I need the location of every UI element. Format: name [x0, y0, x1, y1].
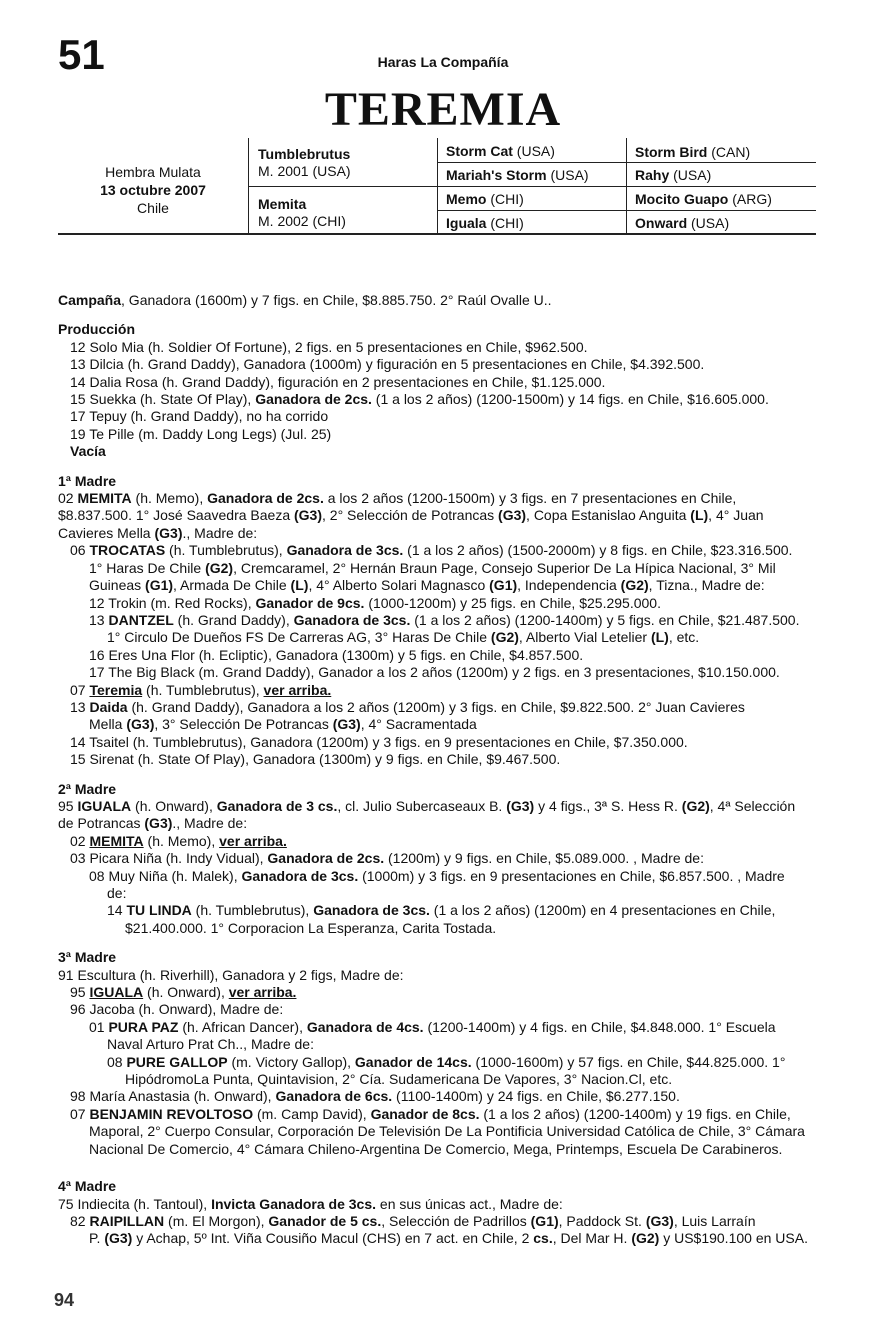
- great-grand-sire-1: [635, 144, 750, 161]
- txt: (m. Camp David),: [253, 1105, 371, 1122]
- pedigree-table: [58, 138, 816, 234]
- txt: (1 a los 2 años) (1500-2000m) y 8 figs. en Chile, $23.316.500.: [403, 542, 793, 559]
- sire-dam-country: (USA): [546, 167, 589, 183]
- campaign-line: [58, 292, 828, 309]
- txt: 82: [70, 1212, 90, 1229]
- txt: ver arriba.: [219, 832, 287, 849]
- txt: Invicta Ganadora de 3cs.: [211, 1195, 377, 1212]
- great-grand-sire-3: [635, 191, 772, 208]
- txt: , 3° Selección De Potrancas: [154, 716, 333, 733]
- txt: P.: [89, 1230, 105, 1247]
- txt: ., Madre de:: [172, 815, 248, 832]
- txt: MEMITA: [89, 832, 144, 849]
- dam1-line: [58, 682, 828, 699]
- dam1-line: 15 Sirenat (h. State Of Play), Ganadora (1300m) y 9 figs. en Chile, $9.467.500.: [70, 751, 561, 768]
- pedigree-divider: [248, 186, 816, 187]
- txt: (G1): [530, 1212, 559, 1229]
- campaign-label: Campaña: [58, 292, 122, 308]
- txt: 75 Indiecita (h. Tantoul),: [58, 1195, 212, 1212]
- txt: , cl. Julio Subercaseaux B.: [337, 797, 507, 814]
- txt: (1100-1400m) y 24 figs. en Chile, $6.277.150.: [392, 1088, 680, 1105]
- subject-foaled: 13 octubre 2007: [100, 182, 206, 198]
- txt: (G3): [332, 716, 361, 733]
- txt: (G3): [154, 524, 183, 541]
- subject-info: [58, 163, 248, 217]
- txt: (h. African Dancer),: [178, 1018, 307, 1035]
- dam1-line: 16 Eres Una Flor (h. Ecliptic), Ganadora (1300m) y 5 figs. en Chile, $4.857.500.: [89, 646, 584, 663]
- txt: (L): [690, 507, 709, 524]
- dam3-line: [58, 1054, 828, 1071]
- dam-sire: [446, 191, 524, 208]
- txt: 08: [107, 1053, 127, 1070]
- dam1-line: [58, 507, 828, 524]
- dam-dam-country: (CHI): [486, 215, 524, 231]
- txt: 06: [70, 542, 90, 559]
- dam3-line: Nacional De Comercio, 4° Cámara Chileno-Argentina De Comercio, Mega, Printemps, Escuela De Carabineros.: [89, 1140, 783, 1157]
- txt: y Achap, 5º Int. Viña Cousiño Macul (CHS) en 7 act. en Chile, 2: [132, 1230, 534, 1247]
- dam2-line: [58, 833, 828, 850]
- txt: Mella: [89, 716, 127, 733]
- txt: , 4° Juan: [708, 507, 764, 524]
- dam1-line: [58, 699, 828, 716]
- txt: (1 a los 2 años) (1200-1400m) y 19 figs. en Chile,: [479, 1105, 791, 1122]
- dam: [258, 196, 346, 230]
- txt: , Selección de Padrillos: [381, 1212, 531, 1229]
- txt: BENJAMIN REVOLTOSO: [89, 1105, 254, 1122]
- txt: (G3): [144, 815, 173, 832]
- subject-country: Chile: [137, 200, 169, 216]
- txt: 1° Haras De Chile: [89, 559, 206, 576]
- g4-country: (USA): [687, 215, 730, 231]
- txt: , Cremcaramel, 2° Hernán Braun Page, Consejo Superior De La Hípica Nacional, 3° Mil: [233, 559, 776, 576]
- g3-country: (ARG): [728, 191, 772, 207]
- dam2-line: [58, 868, 828, 885]
- subject-description: Hembra Mulata: [105, 164, 201, 180]
- txt: (G2): [205, 559, 234, 576]
- txt: 15 Suekka (h. State Of Play),: [70, 391, 256, 408]
- dam3-title: 3ª Madre: [58, 949, 117, 966]
- txt: , 4° Alberto Solari Magnasco: [308, 577, 490, 594]
- dam1-line: [58, 577, 828, 594]
- txt: (1 a los 2 años) (1200-1500m) y 14 figs. en Chile, $16.605.000.: [371, 391, 769, 408]
- txt: (h. Tumblebrutus),: [165, 542, 287, 559]
- sire-dam: [446, 167, 589, 184]
- txt: (G3): [104, 1230, 133, 1247]
- dam1-title: 1ª Madre: [58, 472, 117, 489]
- txt: Ganadora de 4cs.: [306, 1018, 424, 1035]
- dam2-line: [58, 850, 828, 867]
- txt: y 4 figs., 3ª S. Hess R.: [534, 797, 682, 814]
- txt: 08 Muy Niña (h. Malek),: [89, 867, 242, 884]
- dam3-line: [58, 1106, 828, 1123]
- txt: 95: [70, 984, 90, 1001]
- txt: Ganadora de 3 cs.: [216, 797, 338, 814]
- production-title: Producción: [58, 321, 136, 338]
- txt: 02: [58, 490, 78, 507]
- txt: , Armada De Chile: [173, 577, 291, 594]
- dam3-line: [58, 1019, 828, 1036]
- txt: 13: [70, 698, 90, 715]
- txt: Ganadora de 3cs.: [286, 542, 404, 559]
- breeder-name: Haras La Compañía: [377, 54, 509, 70]
- txt: (1000-1200m) y 25 figs. en Chile, $25.295.000.: [364, 594, 661, 611]
- dam1-line: [58, 612, 828, 629]
- txt: (G1): [489, 577, 518, 594]
- dam-sire-country: (CHI): [486, 191, 524, 207]
- campaign-text: , Ganadora (1600m) y 7 figs. en Chile, $8.885.750. 2° Raúl Ovalle U..: [121, 292, 552, 308]
- txt: Ganadora de 6cs.: [275, 1088, 393, 1105]
- sire-sire-country: (USA): [512, 143, 555, 159]
- txt: Ganador de 5 cs.: [268, 1212, 382, 1229]
- g2-name: Rahy: [635, 167, 670, 183]
- dam4-line: [58, 1230, 828, 1247]
- txt: (m. Victory Gallop),: [227, 1053, 355, 1070]
- dam1-line: [58, 490, 828, 507]
- txt: 12 Trokin (m. Red Rocks),: [89, 594, 256, 611]
- dam2-line: [58, 902, 828, 919]
- g3-name: Mocito Guapo: [635, 191, 729, 207]
- dam1-line: [58, 716, 828, 733]
- txt: PURA PAZ: [108, 1018, 179, 1035]
- txt: (1000m) y 3 figs. en 9 presentaciones en Chile, $6.857.500. , Madre: [358, 867, 785, 884]
- dam-sire-name: Memo: [446, 191, 487, 207]
- txt: , Luis Larraín: [673, 1212, 756, 1229]
- dam3-line: [58, 984, 828, 1001]
- txt: 02: [70, 832, 90, 849]
- g4-name: Onward: [635, 215, 688, 231]
- txt: 01: [89, 1018, 109, 1035]
- txt: (G3): [294, 507, 322, 524]
- txt: (h. Grand Daddy),: [173, 611, 294, 628]
- txt: , Independencia: [517, 577, 621, 594]
- dam-name: Memita: [258, 196, 307, 212]
- txt: (1 a los 2 años) (1200-1400m) y 5 figs. en Chile, $21.487.500.: [410, 611, 800, 628]
- txt: , Tizna., Madre de:: [648, 577, 765, 594]
- sire-info: M. 2001 (USA): [258, 163, 351, 179]
- txt: Teremia: [89, 681, 143, 698]
- dam1-line: [58, 542, 828, 559]
- txt: ver arriba.: [228, 984, 297, 1001]
- pedigree-divider: [437, 210, 816, 211]
- txt: (G3): [498, 507, 527, 524]
- sire-sire-name: Storm Cat: [446, 143, 513, 159]
- sire: [258, 146, 351, 180]
- dam2-line: $21.400.000. 1° Corporacion La Esperanza, Carita Tostada.: [125, 919, 497, 936]
- txt: , 4° Sacramentada: [360, 716, 477, 733]
- txt: PURE GALLOP: [126, 1053, 228, 1070]
- txt: Guineas: [89, 577, 146, 594]
- production-item: 19 Te Pille (m. Daddy Long Legs) (Jul. 25): [70, 425, 332, 442]
- txt: (h. Onward),: [143, 984, 229, 1001]
- dam1-line: 14 Tsaitel (h. Tumblebrutus), Ganadora (1200m) y 3 figs. en 9 presentaciones en Chile, $7.350.000.: [70, 733, 688, 750]
- txt: (h. Tumblebrutus),: [142, 681, 264, 698]
- dam2-line: de:: [107, 885, 127, 901]
- dam2-line: [58, 798, 828, 815]
- dam1-line: [58, 560, 828, 577]
- dam4-title: 4ª Madre: [58, 1178, 117, 1195]
- txt: TROCATAS: [89, 542, 166, 559]
- txt: (G3): [645, 1212, 674, 1229]
- txt: DANTZEL: [108, 611, 174, 628]
- txt: (h. Onward),: [131, 797, 217, 814]
- txt: (h. Tumblebrutus),: [191, 902, 314, 919]
- txt: 07: [70, 1105, 90, 1122]
- dam2-title: 2ª Madre: [58, 780, 117, 797]
- txt: (G1): [145, 577, 174, 594]
- txt: Ganadora de 2cs.: [207, 490, 324, 507]
- txt: Ganadora de 3cs.: [313, 902, 430, 919]
- dam2-line: [58, 815, 828, 832]
- txt: (1200-1400m) y 4 figs. en Chile, $4.848.000. 1° Escuela: [423, 1018, 776, 1035]
- production-item: Vacía: [70, 443, 106, 460]
- txt: a los 2 años (1200-1500m) y 3 figs. en 7 presentaciones en Chile,: [323, 490, 737, 507]
- txt: , Copa Estanislao Anguita: [526, 507, 691, 524]
- txt: (L): [290, 577, 309, 594]
- txt: 13: [89, 611, 109, 628]
- txt: de Potrancas: [58, 815, 145, 832]
- txt: IGUALA: [77, 797, 132, 814]
- txt: Ganadora de 2cs.: [255, 391, 372, 408]
- txt: Ganador de 9cs.: [255, 594, 365, 611]
- g1-name: Storm Bird: [635, 144, 708, 160]
- dam3-line: 96 Jacoba (h. Onward), Madre de:: [70, 1001, 284, 1018]
- horse-name: TEREMIA: [324, 83, 562, 136]
- txt: 07: [70, 681, 90, 698]
- dam1-line: [58, 629, 828, 646]
- txt: 14: [107, 902, 127, 919]
- lot-number: 51: [58, 31, 105, 78]
- txt: en sus únicas act., Madre de:: [376, 1195, 563, 1212]
- production-item: 17 Tepuy (h. Grand Daddy), no ha corrido: [70, 408, 329, 425]
- g1-country: (CAN): [707, 144, 751, 160]
- pedigree-divider: [437, 162, 816, 163]
- sire-name: Tumblebrutus: [258, 146, 351, 162]
- dam-dam: [446, 215, 524, 232]
- dam1-line: 17 The Big Black (m. Grand Daddy), Ganador a los 2 años (1200m) y 2 figs. en 3 presentaciones, $10.150.000.: [89, 664, 780, 681]
- txt: (G3): [506, 797, 535, 814]
- txt: Ganador de 8cs.: [370, 1105, 480, 1122]
- dam3-line: [58, 1088, 828, 1105]
- dam3-line: Naval Arturo Prat Ch.., Madre de:: [107, 1036, 314, 1053]
- great-grand-sire-2: [635, 167, 711, 184]
- txt: (L): [650, 629, 669, 646]
- g2-country: (USA): [669, 167, 712, 183]
- txt: TU LINDA: [126, 902, 192, 919]
- page-number: 94: [54, 1290, 75, 1310]
- txt: (m. El Morgon),: [164, 1212, 269, 1229]
- txt: , etc.: [668, 629, 700, 646]
- txt: (G2): [681, 797, 710, 814]
- txt: Ganadora de 3cs.: [293, 611, 411, 628]
- dam3-line: 91 Escultura (h. Riverhill), Ganadora y 2 figs, Madre de:: [58, 966, 404, 983]
- txt: MEMITA: [77, 490, 132, 507]
- dam-info: M. 2002 (CHI): [258, 213, 346, 229]
- dam-dam-name: Iguala: [446, 215, 487, 231]
- dam3-line: Maporal, 2° Cuerpo Consular, Corporación De Televisión De La Pontificia Universidad Católica de Chile, 3° Cámara: [89, 1123, 805, 1140]
- txt: IGUALA: [89, 984, 144, 1001]
- txt: , 4ª Selección: [709, 797, 796, 814]
- txt: y US$190.100 en USA.: [659, 1230, 808, 1247]
- txt: 03 Picara Niña (h. Indy Vidual),: [70, 850, 268, 867]
- txt: cs.: [533, 1230, 553, 1247]
- txt: (h. Memo),: [143, 832, 220, 849]
- txt: , 2° Selección de Potrancas: [322, 507, 499, 524]
- txt: , Alberto Vial Letelier: [518, 629, 651, 646]
- txt: (1000-1600m) y 57 figs. en Chile, $44.825.000. 1°: [471, 1053, 786, 1070]
- txt: (G3): [126, 716, 155, 733]
- dam3-line: HipódromoLa Punta, Quintavision, 2° Cía. Sudamericana De Vapores, 3° Nacion.Cl, etc.: [125, 1071, 673, 1088]
- txt: Ganadora de 2cs.: [267, 850, 385, 867]
- txt: (1200m) y 9 figs. en Chile, $5.089.000. , Madre de:: [384, 850, 704, 867]
- catalog-body: [58, 292, 828, 1248]
- txt: RAIPILLAN: [89, 1212, 165, 1229]
- production-item: [58, 391, 828, 408]
- dam1-line: [58, 525, 828, 542]
- production-item: 12 Solo Mia (h. Soldier Of Fortune), 2 figs. en 5 presentaciones en Chile, $962.500.: [70, 338, 588, 355]
- txt: , Del Mar H.: [552, 1230, 632, 1247]
- great-grand-sire-4: [635, 215, 729, 232]
- production-item: 13 Dilcia (h. Grand Daddy), Ganadora (1000m) y figuración en 5 presentaciones en Chile, $4.392.500.: [70, 356, 705, 373]
- production-item: 14 Dalia Rosa (h. Grand Daddy), figuración en 2 presentaciones en Chile, $1.125.000.: [70, 373, 606, 390]
- dam4-line: [58, 1196, 828, 1213]
- txt: (G2): [490, 629, 519, 646]
- sire-sire: [446, 143, 555, 160]
- txt: (G2): [620, 577, 649, 594]
- txt: ver arriba.: [263, 681, 332, 698]
- txt: (1 a los 2 años) (1200m) en 4 presentaciones en Chile,: [429, 902, 776, 919]
- txt: (h. Memo),: [131, 490, 208, 507]
- sire-dam-name: Mariah's Storm: [446, 167, 547, 183]
- txt: (h. Grand Daddy), Ganadora a los 2 años (1200m) y 3 figs. en Chile, $9.822.500. 2° Juan Cavieres: [127, 698, 745, 715]
- txt: 1° Circulo De Dueños FS De Carreras AG, 3° Haras De Chile: [107, 629, 491, 646]
- txt: 98 María Anastasia (h. Onward),: [70, 1088, 276, 1105]
- txt: $8.837.500. 1° José Saavedra Baeza: [58, 507, 294, 524]
- txt: ., Madre de:: [182, 524, 258, 541]
- txt: Daida: [89, 698, 128, 715]
- txt: , Paddock St.: [558, 1212, 646, 1229]
- txt: Ganadora de 3cs.: [241, 867, 359, 884]
- txt: Ganador de 14cs.: [354, 1053, 472, 1070]
- txt: (G2): [631, 1230, 660, 1247]
- txt: Cavieres Mella: [58, 524, 155, 541]
- dam4-line: [58, 1213, 828, 1230]
- txt: 95: [58, 797, 78, 814]
- dam1-line: [58, 595, 828, 612]
